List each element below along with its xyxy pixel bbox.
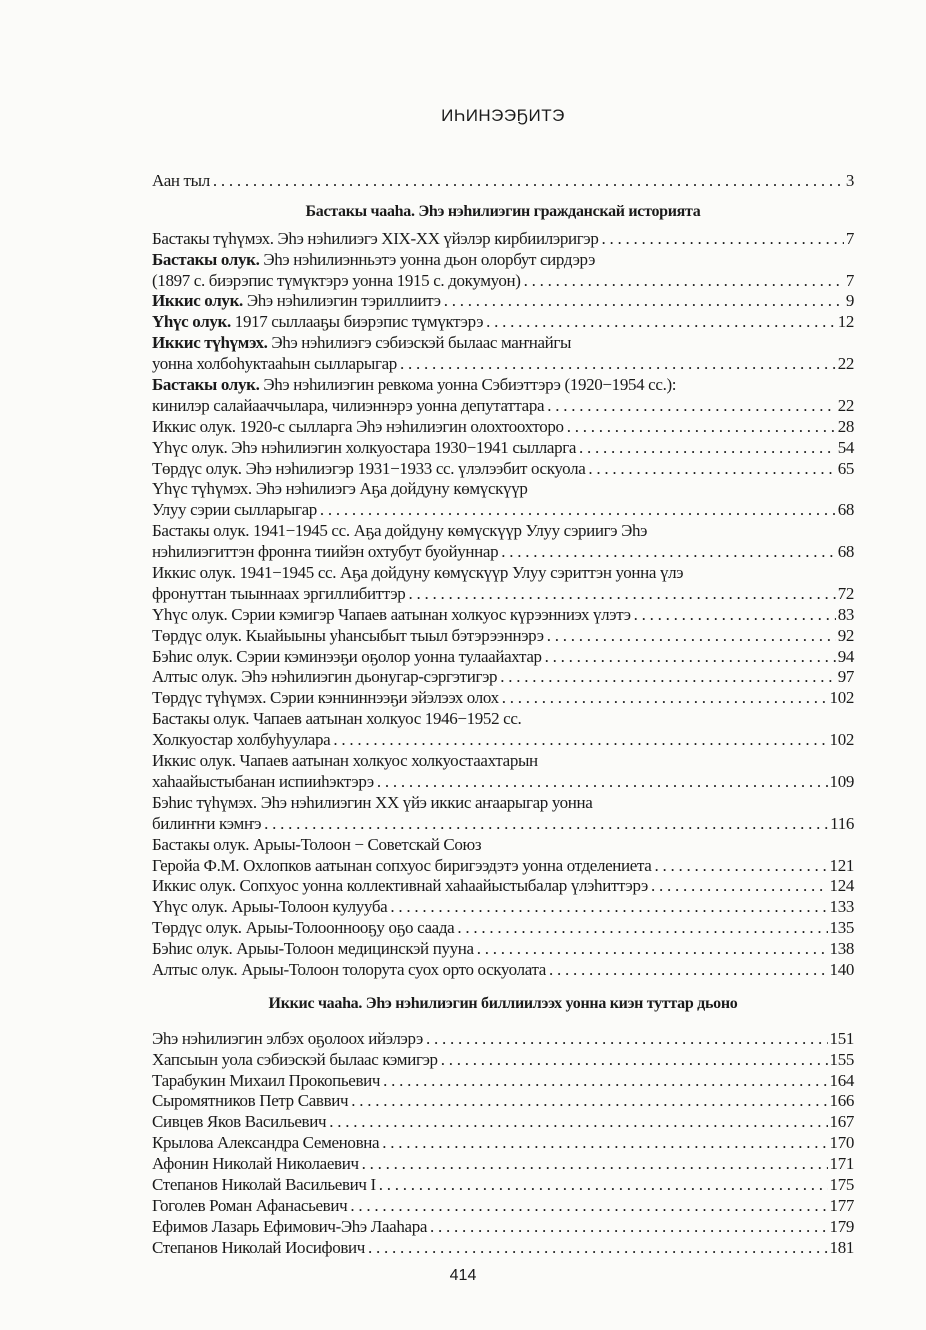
toc-page-number: 102 xyxy=(829,730,854,750)
page-number: 414 xyxy=(449,1267,477,1284)
dot-leader xyxy=(585,459,835,480)
toc-entry-title: билиҥҥи кэмҥэ xyxy=(152,813,262,833)
toc-entry xyxy=(152,960,854,981)
table-of-contents xyxy=(152,171,854,1259)
dot-leader xyxy=(648,876,828,897)
toc-entry-title: нэһилиэгиттэн фронҥа тиийэн охтубут буойуннар xyxy=(152,542,499,562)
toc-entry-text xyxy=(152,271,521,292)
toc-entry xyxy=(152,939,854,960)
toc-entry-title: Эһэ нэһилиэгин тэриллиитэ xyxy=(242,291,441,311)
toc-page-number: 138 xyxy=(829,939,854,959)
toc-entry-title: Бастакы олук. Чапаев аатынан холкуос 1946−1952 сс. xyxy=(152,709,522,729)
toc-entry xyxy=(152,605,854,626)
toc-entry-text xyxy=(152,1196,347,1217)
toc-entry xyxy=(152,563,854,605)
toc-entry-text xyxy=(152,1175,376,1196)
toc-page-number: 97 xyxy=(837,667,854,687)
toc-entry xyxy=(152,647,854,668)
toc-page-number: 175 xyxy=(829,1174,854,1194)
toc-page-number: 155 xyxy=(829,1049,854,1069)
dot-leader xyxy=(454,918,827,939)
toc-entry-title: Үһүс түһүмэх. Эһэ нэһилиэгэ Аҕа дойдуну көмүскүүр xyxy=(152,479,528,499)
toc-entry-text xyxy=(152,1133,379,1154)
toc-entry-title: Холкуостар холбуһуулара xyxy=(152,730,331,750)
toc-page-number: 68 xyxy=(837,500,854,520)
toc-entry-text xyxy=(152,667,497,688)
toc-entry xyxy=(152,229,854,250)
toc-entry-text xyxy=(152,1029,423,1050)
toc-page-number: 7 xyxy=(845,228,854,248)
toc-entry-label: Бастакы олук. xyxy=(152,249,260,269)
toc-entry xyxy=(152,1071,854,1092)
toc-entry-title: хаһаайыстыбанан испииһэктэрэ xyxy=(152,771,374,791)
toc-entry-line xyxy=(152,563,854,584)
toc-entry-title: Крылова Александра Семеновна xyxy=(152,1133,380,1153)
toc-entry-text xyxy=(152,459,585,480)
toc-entry-title: Төрдүс олук. Арыы-Толооннооҕу оҕо саада xyxy=(152,918,455,938)
toc-entry-line xyxy=(152,1217,854,1238)
toc-entry-title: Иккис олук. 1920-с сылларга Эһэ нэһилиэгин олохтоохторо xyxy=(152,416,564,436)
toc-entry-text xyxy=(152,417,564,438)
dot-leader xyxy=(423,1029,828,1050)
toc-entry xyxy=(152,291,854,312)
toc-entry-text xyxy=(152,856,651,877)
toc-entry-title: фронуттан тыыннаах эргиллибиттэр xyxy=(152,583,406,603)
toc-entry-text xyxy=(152,1091,348,1112)
toc-entry-text xyxy=(152,291,441,312)
toc-entry-text xyxy=(152,584,405,605)
toc-entry-title: Эһэ нэһилиэгэ сэбиэскэй былаас маҥнайгы xyxy=(267,333,572,353)
toc-entry-title: Төрдүс түһүмэх. Сэрии кэнниннээҕи эйэлээх олох xyxy=(152,688,499,708)
toc-entry-title: 1917 сыллааҕы биэрэпис түмүктэрэ xyxy=(230,312,484,332)
toc-page-number: 3 xyxy=(845,171,854,190)
toc-page-number: 170 xyxy=(829,1133,854,1153)
toc-entry xyxy=(152,479,854,521)
toc-entry-line xyxy=(152,171,854,192)
toc-entry-line xyxy=(152,647,854,668)
toc-entry xyxy=(152,626,854,647)
toc-entry-label: Иккис түһүмэх. xyxy=(152,333,268,353)
toc-entry-text xyxy=(152,772,374,793)
toc-entry-line xyxy=(152,939,854,960)
toc-page-number: 9 xyxy=(845,291,854,311)
dot-leader xyxy=(441,291,844,312)
toc-page-number: 65 xyxy=(837,458,854,478)
toc-entry-text xyxy=(152,312,483,333)
toc-entry xyxy=(152,171,854,192)
toc-page-number: 124 xyxy=(829,876,854,896)
toc-entry-title: Эһэ нэһилиэгин элбэх оҕолоох ийэлэрэ xyxy=(152,1028,423,1048)
toc-page-number: 164 xyxy=(829,1070,854,1090)
toc-entry xyxy=(152,918,854,939)
toc-entry xyxy=(152,250,854,292)
toc-entry xyxy=(152,312,854,333)
toc-page-number: 177 xyxy=(829,1195,854,1215)
toc-page-number: 22 xyxy=(837,395,854,415)
toc-entry-text xyxy=(152,793,592,812)
toc-page-number: 109 xyxy=(829,771,854,791)
dot-leader xyxy=(379,1133,827,1154)
toc-entry-line xyxy=(152,688,854,709)
dot-leader xyxy=(330,730,827,751)
toc-entry xyxy=(152,688,854,709)
dot-leader xyxy=(498,542,835,563)
toc-entry-text xyxy=(152,438,576,459)
dot-leader xyxy=(365,1238,828,1259)
dot-leader xyxy=(564,417,836,438)
toc-entry-title: Алтыс олук. Арыы-Толоон толорута суох орто оскуолата xyxy=(152,959,546,979)
toc-page-number: 181 xyxy=(829,1237,854,1257)
dot-leader xyxy=(405,584,835,605)
toc-entry-line xyxy=(152,897,854,918)
toc-entry-label: Үһүс олук. xyxy=(152,312,231,332)
dot-leader xyxy=(348,1091,827,1112)
toc-entry-text xyxy=(152,542,498,563)
toc-entry-line xyxy=(152,500,854,521)
dot-leader xyxy=(474,939,828,960)
toc-entry-title: Бастакы түһүмэх. Эһэ нэһилиэгэ XIX-XX үйэлэр кирбиилэригэр xyxy=(152,228,599,248)
toc-page-number: 121 xyxy=(829,855,854,875)
toc-entry xyxy=(152,459,854,480)
toc-entry-text xyxy=(152,229,599,250)
toc-page-number: 140 xyxy=(829,959,854,979)
toc-entry-title: Афонин Николай Николаевич xyxy=(152,1154,359,1174)
toc-page-number: 167 xyxy=(829,1112,854,1132)
toc-entry xyxy=(152,1217,854,1238)
toc-entry-line xyxy=(152,542,854,563)
toc-entry-text xyxy=(152,250,595,269)
toc-entry-line xyxy=(152,814,854,835)
toc-entry-line xyxy=(152,1029,854,1050)
toc-entry-title: Бэһис түһүмэх. Эһэ нэһилиэгин XX үйэ иккис аҥаарыгар уонна xyxy=(152,792,593,812)
toc-entry-title: Сивцев Яков Васильевич xyxy=(152,1112,327,1132)
toc-entry-text xyxy=(152,333,571,352)
toc-page-number: 83 xyxy=(837,604,854,624)
toc-entry-title: Бастакы олук. Арыы-Толоон − Советскай Союз xyxy=(152,834,482,854)
toc-entry-text xyxy=(152,500,317,521)
toc-entry-title: Ефимов Лазарь Ефимович-Эһэ Лааһара xyxy=(152,1216,428,1236)
toc-page-number: 7 xyxy=(845,270,854,290)
toc-page-number: 68 xyxy=(837,542,854,562)
toc-entry-text xyxy=(152,876,648,897)
toc-entry-title: Гоголев Роман Афанасьевич xyxy=(152,1195,348,1215)
page-title: ИҺИНЭЭҔИТЭ xyxy=(441,106,565,125)
toc-entry-title: Бэһис олук. Сэрии кэминээҕи оҕолор уонна тулаайахтар xyxy=(152,646,542,666)
toc-entry-line xyxy=(152,918,854,939)
toc-entry-title: Төрдүс олук. Эһэ нэһилиэгэр 1931−1933 сс. үлэлээбит оскуола xyxy=(152,458,586,478)
toc-entry-title: Геройа Ф.М. Охлопков аатынан сопхуос биригээдэтэ уонна отделениета xyxy=(152,855,652,875)
toc-entry-text xyxy=(152,730,330,751)
toc-entry-text xyxy=(152,1112,326,1133)
toc-entry xyxy=(152,333,854,375)
dot-leader xyxy=(599,229,844,250)
toc-entry-title: Степанов Николай Иосифович xyxy=(152,1237,365,1257)
toc-entry-line xyxy=(152,709,854,730)
toc-entry xyxy=(152,1029,854,1050)
toc-entry-line xyxy=(152,772,854,793)
toc-entry-line xyxy=(152,856,854,877)
toc-entry-line xyxy=(152,291,854,312)
dot-leader xyxy=(521,271,844,292)
toc-page-number: 166 xyxy=(829,1091,854,1111)
toc-entry-line xyxy=(152,1050,854,1071)
toc-entry-text xyxy=(152,563,683,582)
toc-page-number: 171 xyxy=(829,1154,854,1174)
toc-entry-title: Эһэ нэһилиэгин ревкома уонна Сэбиэттэрэ (1920−1954 сс.): xyxy=(259,375,677,395)
toc-entry-text xyxy=(152,171,210,192)
dot-leader xyxy=(387,897,827,918)
toc-entry xyxy=(152,438,854,459)
toc-entry xyxy=(152,667,854,688)
toc-entry xyxy=(152,897,854,918)
section-heading: Иккис чааһа. Эһэ нэһилиэгин биллиилээх уонна киэн туттар дьоно xyxy=(268,994,738,1012)
toc-entry-title: Бэһис олук. Арыы-Толоон медицинскэй пуунa xyxy=(152,939,474,959)
toc-entry-line xyxy=(152,1154,854,1175)
toc-entry-title: Бастакы олук. 1941−1945 сс. Аҕа дойдуну көмүскүүр Улуу сэриигэ Эһэ xyxy=(152,521,648,541)
toc-entry-text xyxy=(152,647,542,668)
toc-entry-text xyxy=(152,1154,359,1175)
toc-page-number: 135 xyxy=(829,918,854,938)
toc-entry xyxy=(152,1196,854,1217)
toc-entry xyxy=(152,1133,854,1154)
toc-entry-text xyxy=(152,396,544,417)
toc-entry-text xyxy=(152,897,387,918)
toc-entry xyxy=(152,1238,854,1259)
dot-leader xyxy=(376,1175,828,1196)
toc-entry-line xyxy=(152,250,854,271)
toc-entry-line xyxy=(152,521,854,542)
dot-leader xyxy=(374,772,828,793)
toc-entry-text xyxy=(152,939,474,960)
dot-leader xyxy=(380,1071,827,1092)
dot-leader xyxy=(651,856,827,877)
dot-leader xyxy=(427,1217,828,1238)
toc-entry-line xyxy=(152,876,854,897)
toc-entry-title: Иккис олук. Чапаев аатынан холкуос холкуостаахтарын xyxy=(152,751,538,771)
toc-entry xyxy=(152,1154,854,1175)
toc-entry-title: (1897 с. биэрэпис түмүктэрэ уонна 1915 с. докумуон) xyxy=(152,270,521,290)
toc-entry-line xyxy=(152,626,854,647)
toc-entry-text xyxy=(152,375,676,394)
toc-entry-title: Хапсыын уола сэбиэскэй былаас кэмигэр xyxy=(152,1049,438,1069)
toc-entry-text xyxy=(152,814,261,835)
toc-entry xyxy=(152,709,854,751)
dot-leader xyxy=(347,1196,827,1217)
toc-entry-title: Сыромятников Петр Саввич xyxy=(152,1091,349,1111)
dot-leader xyxy=(326,1112,827,1133)
toc-page-number: 72 xyxy=(837,583,854,603)
toc-entry-line xyxy=(152,1196,854,1217)
dot-leader xyxy=(438,1050,828,1071)
toc-entry-line xyxy=(152,1133,854,1154)
toc-entry-title: Үһүс олук. Эһэ нэһилиэгин холкуостара 1930−1941 сылларга xyxy=(152,437,577,457)
toc-page-number: 151 xyxy=(829,1028,854,1048)
toc-entry-title: Тарабукин Михаил Прокопьевич xyxy=(152,1070,381,1090)
toc-entry-line xyxy=(152,751,854,772)
toc-entry-text xyxy=(152,626,544,647)
toc-entry xyxy=(152,1175,854,1196)
dot-leader xyxy=(210,171,844,192)
dot-leader xyxy=(483,312,836,333)
toc-entry-title: Алтыс олук. Эһэ нэһилиэгин дьонугар-сэргэтигэр xyxy=(152,667,498,687)
dot-leader xyxy=(261,814,828,835)
toc-entry-title: Иккис олук. 1941−1945 сс. Аҕа дойдуну көмүскүүр Улуу сэриттэн уонна үлэ xyxy=(152,563,684,583)
toc-entry-line xyxy=(152,271,854,292)
toc-entry-text xyxy=(152,918,454,939)
toc-entry-line xyxy=(152,375,854,396)
toc-entry-line xyxy=(152,730,854,751)
toc-entry-line xyxy=(152,1238,854,1259)
toc-entry-line xyxy=(152,960,854,981)
toc-entry-line xyxy=(152,1112,854,1133)
toc-entry-line xyxy=(152,459,854,480)
toc-page-number: 94 xyxy=(837,646,854,666)
toc-entry-text xyxy=(152,751,538,770)
toc-entry-label: Иккис олук. xyxy=(152,291,243,311)
toc-entry-text xyxy=(152,479,528,498)
toc-page-number: 116 xyxy=(830,813,854,833)
toc-entry-line xyxy=(152,396,854,417)
toc-entry-text xyxy=(152,1238,365,1259)
toc-entry-title: Эһэ нэһилиэнньэтэ уонна дьон олорбут сирдэрэ xyxy=(259,249,596,269)
toc-page-number: 133 xyxy=(829,897,854,917)
toc-entry-line xyxy=(152,417,854,438)
toc-entry-label: Бастакы олук. xyxy=(152,375,260,395)
toc-entry xyxy=(152,1050,854,1071)
toc-entry xyxy=(152,1091,854,1112)
toc-entry-text xyxy=(152,709,521,728)
dot-leader xyxy=(397,354,836,375)
toc-entry-title: Иккис олук. Сопхуос уонна коллективнай хаһаайыстыбалар үлэһиттэрэ xyxy=(152,876,648,896)
toc-entry-title: Үһүс олук. Арыы-Толоон кулууба xyxy=(152,897,388,917)
toc-page-number: 28 xyxy=(837,416,854,436)
toc-entry-line xyxy=(152,479,854,500)
toc-entry-text xyxy=(152,1050,438,1071)
toc-entry xyxy=(152,417,854,438)
toc-entry-text xyxy=(152,605,631,626)
dot-leader xyxy=(544,626,836,647)
toc-entry xyxy=(152,835,854,877)
toc-entry-line xyxy=(152,793,854,814)
dot-leader xyxy=(631,605,836,626)
toc-entry xyxy=(152,876,854,897)
dot-leader xyxy=(544,396,835,417)
toc-entry-title: кинилэр салайааччылара, чилиэннэрэ уонна депутаттара xyxy=(152,395,545,415)
toc-entry-line xyxy=(152,667,854,688)
dot-leader xyxy=(499,688,828,709)
toc-entry xyxy=(152,793,854,835)
dot-leader xyxy=(576,438,836,459)
toc-entry-line xyxy=(152,835,854,856)
toc-page-number: 22 xyxy=(837,354,854,374)
toc-entry-line xyxy=(152,229,854,250)
toc-entry-title: Үһүс олук. Сэрии кэмигэр Чапаев аатынан холкуос күрээнниэх үлэтэ xyxy=(152,604,631,624)
dot-leader xyxy=(317,500,836,521)
toc-entry-line xyxy=(152,438,854,459)
toc-page-number: 12 xyxy=(837,312,854,332)
toc-entry-title: Төрдүс олук. Кыайыыны уһансыбыт тыыл бэтэрээннэрэ xyxy=(152,625,544,645)
toc-entry-line xyxy=(152,312,854,333)
toc-entry xyxy=(152,375,854,417)
toc-entry-line xyxy=(152,605,854,626)
toc-entry xyxy=(152,521,854,563)
toc-entry-line xyxy=(152,1091,854,1112)
toc-entry-text xyxy=(152,354,397,375)
toc-page-number: 179 xyxy=(829,1216,854,1236)
toc-page-number: 102 xyxy=(829,688,854,708)
section-heading: Бастакы чааһа. Эһэ нэһилиэгин гражданскай историята xyxy=(305,202,701,220)
dot-leader xyxy=(542,647,836,668)
toc-entry-line xyxy=(152,354,854,375)
toc-entry-title: Степанов Николай Васильевич I xyxy=(152,1174,376,1194)
toc-entry-line xyxy=(152,584,854,605)
toc-entry-text xyxy=(152,688,499,709)
toc-entry xyxy=(152,1112,854,1133)
toc-page-number: 92 xyxy=(837,625,854,645)
toc-entry-title: Улуу сэрии сылларыгар xyxy=(152,500,317,520)
toc-page-number: 54 xyxy=(837,437,854,457)
dot-leader xyxy=(359,1154,828,1175)
toc-entry-text xyxy=(152,835,481,854)
toc-entry-title: Аан тыл xyxy=(152,171,210,190)
toc-entry-line xyxy=(152,1175,854,1196)
toc-entry-text xyxy=(152,1217,427,1238)
toc-entry-text xyxy=(152,960,546,981)
toc-entry-text xyxy=(152,1071,380,1092)
toc-entry xyxy=(152,751,854,793)
toc-entry-line xyxy=(152,1071,854,1092)
toc-entry-title: уонна холбоһуктааһын сылларыгар xyxy=(152,354,397,374)
toc-entry-line xyxy=(152,333,854,354)
dot-leader xyxy=(546,960,828,981)
dot-leader xyxy=(497,667,836,688)
toc-entry-text xyxy=(152,521,647,540)
